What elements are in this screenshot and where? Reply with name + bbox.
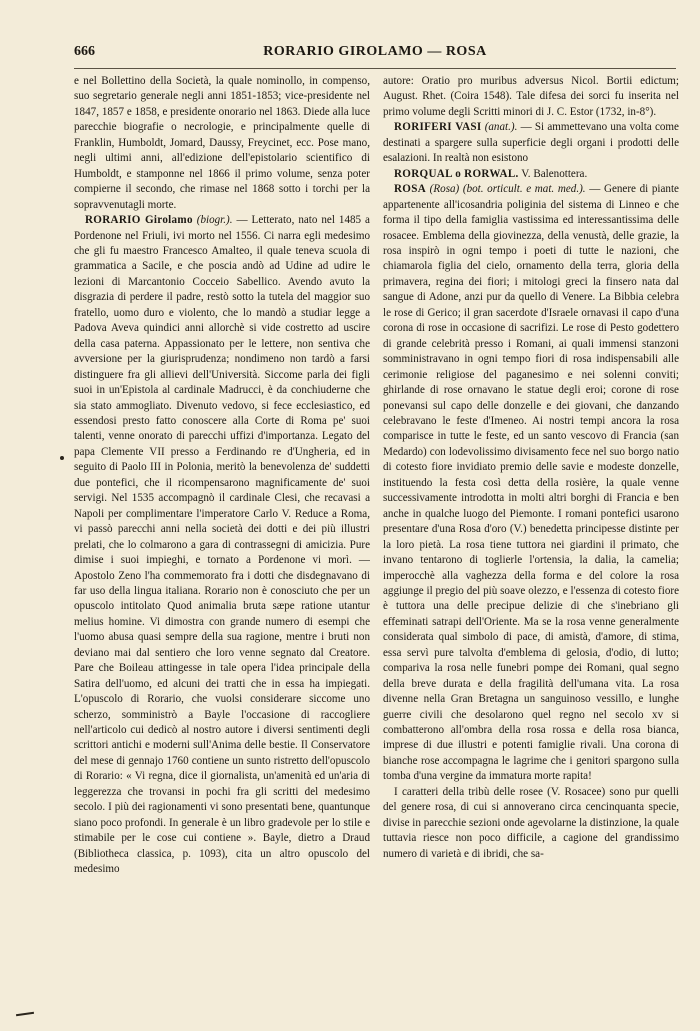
entry-headword: RORIFERI VASI bbox=[394, 121, 482, 134]
rorario-entry-continuation: autore: Oratio pro muribus adversus Nicol. Bortii edictum; August. Rhet. (Coira 1548). Tale difesa dei sorci fu inserita nel primo volume degli Scritti minori di J. C. Estor (1732, in-8°). bbox=[383, 75, 679, 118]
entry-body: — Letterato, nato nel 1485 a Pordenone nel Friuli, ivi morto nel 1556. Ci narra egli medesimo che gli fu maestro Francesco Amalteo, il quale teneva scuola di grammatica a Sacile, e che poscia andò ad Udine ad udire le lezioni di Marcantonio Cocceio Sabellico. Avendo avuto la disgrazia di perdere il padre, restò sotto la tutela del maggior suo fratello, uomo duro e violento, che lo mandò a studiar legge a Padova Aveva quindici anni allorchè si vide costretto ad uscire della casa paterna. Appassionato per le lettere, non sentiva che avversione per la giurisprudenza; nondimeno non tardò a farsi distinguere fra gli allievi dell'Università. Siccome parla dei figli suoi in un'Epistola al cardinale Madrucci, è da conchiuderne che sia stato ammogliato. Divenuto vedovo, si fece ecclesiastico, ed essendosi presto fatto conoscere alla Corte di Roma pe' suoi talenti, venne onorato di parecchi uffizi d'importanza. Legato del papa Clemente VII presso a Ferdinando re d'Ungheria, ed in seguito di Paolo III in Polonia, meritò la benevolenza de' suddetti due pontefici, che il ricompensarono magnificamente de' suoi servigi. Nel 1535 accompagnò il cardinale Clesi, che recavasi a Napoli per complimentare l'imperatore Carlo V. Reduce a Roma, vi passò parecchi anni nella società dei dotti e dei più illustri prelati, che lo colmarono a gara di contrassegni di amicizia. Pure dimise i suoi impieghi, e tornato a Pordenone vi morì. — Apostolo Zeno l'ha commemorato fra i dotti che disdegnavano di far uso della lingua italiana. Rorario non è conosciuto che per un opuscolo intitolato Quod animalia bruta sæpe ratione utantur melius homine. Vi dimostra con grande numero di esempi che l'uomo abusa quasi sempre della sua ragione, mentre i bruti non deviano mai dal sentiero che loro venne segnato dal Creatore. Pare che Boileau attingesse in tale opera l'idea principale della Satira dell'uomo, ed alcuni dei tratti che in essa ha impiegati. L'opuscolo di Rorario, che vuolsi considerare siccome uno scherzo, somministrò a Bayle l'occasione di raccogliere nell'articolo cui dedicò al nostro autore i diversi sentimenti degli scrittori antichi e moderni sull'Anima delle bestie. Il Conservatore del mese di gennajo 1760 contiene un sunto ristretto dell'opuscolo di Rorario: « Vi regna, dice il giornalista, un'amenità ed un'aria di leggerezza che trovansi in pochi fra gli scritti del medesimo secolo. I più dei ragionamenti vi sono presentati bene, quantunque siano poco profondi. In generale è un libro gradevole per lo stile e stimabile per le cose cui contiene ». Bayle, dietro a Draud (Bibliotheca classica, p. 1093), cita un altro opuscolo del medesimo bbox=[74, 214, 370, 876]
entry-category: (Rosa) (bot. orticult. e mat. med.). bbox=[429, 183, 586, 196]
entry-body: — Genere di piante appartenente all'icosandria poliginia del sistema di Linneo e che forma il tipo della famiglia vastissima ed interessantissima delle rosacee. Emblema della giovinezza, della venustà, delle grazie, la rosa inspirò in ogni tempo i poeti di tutte le nazioni, che chiamarola figlia del cielo, ornamento della terra, gloria della primavera, regina dei fiori; i mitologi greci la finsero nata dal sangue di Adone, anzi pur da quello di Venere. La Bibbia celebra le rose di Gerico; il gran sacerdote d'Israele ornavasi il capo d'una corona di rose in occasione di sacrifizi. Le rose di Pesto godettero di grande celebrità presso i Romani, ai quali immensi stanzoni somministravano in ogni tempo fiori di rosa indispensabili alle cerimonie religiose del paganesimo e nei solenni conviti; ghirlande di rose ornavano le statue degli eroi; corone di rose ponevansi sul capo delle donzelle e dei giovani, che danzando celebravano le feste d'Imeneo. Ai nostri tempi ancora la rosa comparisce in tutte le feste, ed un santo vescovo di Francia (san Medardo) con lodevolissimo divisamento fece nel suo borgo natio di cotesto fiore invidiato premio delle savie e modeste donzelle, instituendo la festa così detta della rosière, la quale venne successivamente introdotta in molti altri borghi di Francia e ben anche in qualche luogo del Piemonte. I romani pontefici usarono presentare d'una Rosa d'oro (V.) benedetta principesse distinte per la loro pietà. La rosa tiene tuttora nei giardini il primato, che invano tentarono di toglierle l'ortensia, la dalia, la camelia; imperocchè alla vaghezza della forma e del colore la rosa aggiunge il pregio del più soave olezzo, e l'essenza di cotesto fiore è tuttora una delle precipue delizie di che s'inebriano gli effeminati satrapi dell'Oriente. Ma se la rosa venne generalmente considerata qual simbolo di pace, di amistà, d'amore, di stima, essa servì pure talvolta d'emblema di gelosia, d'odio, di lutto; compariva la rosa nelle funebri pompe dei Romani, qual segno della breve durata e della fragilità dell'umana vita. La rosa divenne nella Gran Bretagna un sanguinoso vessillo, e lunghe guerre civili che desolarono quel regno nel secolo xv si combatterono all'ombra della rosa rossa e della rosa bianca, imprese di due illustri e potenti famiglie rivali. Una corona di bianche rose accompagna le lagrime che i genitori spargono sulla tomba d'una vergine da immatura morte rapita! bbox=[383, 183, 679, 783]
page-header bbox=[74, 44, 676, 64]
scan-watermark bbox=[548, 1016, 688, 1031]
entry-headword: RORQUAL o RORWAL. bbox=[394, 167, 519, 180]
entry-rorqual bbox=[383, 167, 679, 182]
entry-rosa bbox=[383, 182, 679, 785]
entry-category: (anat.). bbox=[484, 121, 518, 134]
margin-mark-dot bbox=[60, 456, 64, 460]
entry-roriferi-vasi bbox=[383, 120, 679, 166]
entry-rosa-paragraph-2: I caratteri della tribù delle rosee (V. Rosacee) sono pur quelli del genere rosa, di cui si annoverano circa cencinquanta specie, divise in parecchie sezioni onde agevolarne la distinzione, la quale tuttavia riesce non poco difficile, a cagione del grandissimo numero di varietà e di ibridi, che sa- bbox=[383, 785, 679, 860]
header-rule bbox=[74, 68, 676, 69]
margin-mark-stroke bbox=[16, 1012, 34, 1016]
left-column bbox=[74, 74, 370, 1009]
entry-category: (biogr.). bbox=[196, 214, 233, 227]
running-head: RORARIO GIROLAMO — ROSA bbox=[263, 44, 487, 59]
entry-headword: RORARIO Girolamo bbox=[85, 214, 193, 227]
entry-body: — Si ammettevano una volta come destinati a spargere sulla superficie degli organi i prodotti delle esalazioni. In realtà non esistono bbox=[383, 121, 679, 165]
entry-rorario-girolamo bbox=[74, 213, 370, 877]
entry-body: V. Balenottera. bbox=[521, 167, 588, 180]
humboldt-entry-continuation: e nel Bollettino della Società, la quale nominollo, in compenso, suo segretario generale negli anni 1851-1853; vice-presidente nel 1847, 1857 e 1858, e presidente onorario nel 1863. Diede alla luce parecchie biografie o necrologie, e principalmente quelle di Franklin, Humboldt, Jomard, Daussy, Freycinet, ecc. Pose mano, negli ultimi anni, all'edizione dell'epistolario scientifico di Humboldt, e stamponne nel 1866 il primo volume, senza poter compierne il secondo, che rimase nel 1868 sotto i torchi per la sopravvenutagli morte. bbox=[74, 75, 370, 211]
right-column bbox=[383, 74, 679, 1009]
entry-headword: ROSA bbox=[394, 183, 427, 196]
page-number: 666 bbox=[74, 44, 95, 59]
